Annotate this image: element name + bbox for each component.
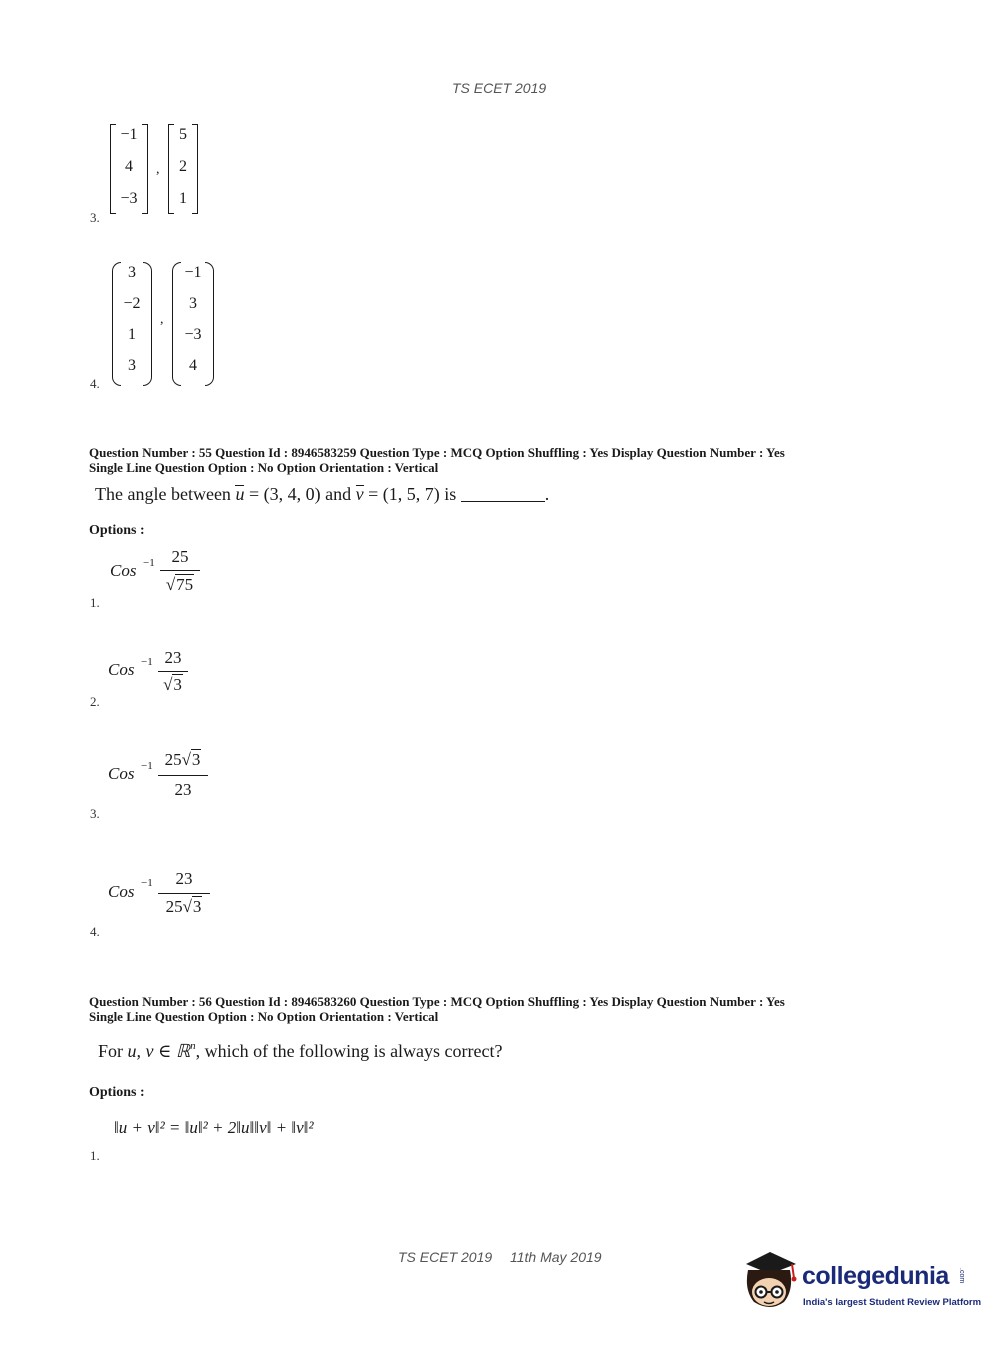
matrix-cell: 1 xyxy=(179,190,187,207)
matrix-cell: −2 xyxy=(123,295,141,312)
matrix-1 xyxy=(110,124,148,212)
mascot-icon xyxy=(740,1250,800,1314)
matrix-2 xyxy=(168,124,198,212)
fraction-numerator: 23 xyxy=(175,869,193,888)
option-number: 4. xyxy=(90,924,100,939)
matrix-cell: 1 xyxy=(128,326,136,343)
cos-function: Cos xyxy=(108,764,135,783)
exponent: −1 xyxy=(141,877,153,889)
matrix-cell: 3 xyxy=(189,295,197,312)
q55-meta-line-1: Question Number : 55 Question Id : 8946583259 Question Type : MCQ Option Shuffling : Yes Display Question Number : Yes xyxy=(89,445,785,460)
exponent: −1 xyxy=(141,656,153,668)
q55-option-2 xyxy=(88,646,228,716)
matrix-cell: 5 xyxy=(179,126,187,143)
matrix-2 xyxy=(172,262,214,384)
q55-option-1 xyxy=(88,545,228,615)
matrix-cell: 3 xyxy=(128,357,136,374)
fraction-denominator: √3 xyxy=(163,675,182,694)
q56-text-pre: For xyxy=(98,1041,124,1061)
option-number: 2. xyxy=(90,694,100,709)
q55-meta-line-2: Single Line Question Option : No Option Orientation : Vertical xyxy=(89,460,439,475)
fraction-bar xyxy=(158,671,188,672)
option-number: 3. xyxy=(90,210,100,225)
option-number: 4. xyxy=(90,376,100,391)
cos-function: Cos xyxy=(110,561,137,580)
fraction-bar xyxy=(158,893,210,894)
footer-exam: TS ECET 2019 xyxy=(398,1249,493,1265)
logo-tagline: India's largest Student Review Platform xyxy=(803,1297,982,1308)
v-vector-symbol: v xyxy=(355,484,364,504)
prev-option-3 xyxy=(88,118,228,228)
matrix-cell: −3 xyxy=(184,326,202,343)
q56-text-post: , which of the following is always correct? xyxy=(195,1041,503,1061)
footer-date: 11th May 2019 xyxy=(510,1249,602,1265)
matrix-cell: 4 xyxy=(125,158,133,175)
q56-meta-line-1: Question Number : 56 Question Id : 8946583260 Question Type : MCQ Option Shuffling : Yes Display Question Number : Yes xyxy=(89,994,785,1009)
matrix-separator: , xyxy=(156,162,160,177)
q56-meta-line-2: Single Line Question Option : No Option Orientation : Vertical xyxy=(89,1009,439,1024)
option-number: 3. xyxy=(90,806,100,821)
q55-options-label: Options : xyxy=(89,523,145,538)
prev-option-4 xyxy=(88,258,248,398)
q55-option-3 xyxy=(88,746,248,826)
fraction-denominator: 25√3 xyxy=(165,897,202,916)
q56-option-1 xyxy=(88,1110,408,1170)
q56-options-label: Options : xyxy=(89,1085,145,1100)
fraction-denominator: √75 xyxy=(165,575,194,594)
answer-blank xyxy=(461,487,545,502)
logo-wordmark: collegedunia xyxy=(802,1262,949,1290)
matrix-cell: 4 xyxy=(189,357,197,374)
exponent: −1 xyxy=(143,557,155,569)
v-vector-value: = (1, 5, 7) xyxy=(368,484,440,504)
matrix-cell: −3 xyxy=(120,190,138,207)
exponent: −1 xyxy=(141,760,153,772)
fraction-bar xyxy=(160,570,200,571)
fraction-numerator: 25√3 xyxy=(164,750,201,769)
q55-text-pre: The angle between xyxy=(95,484,231,504)
option-number: 1. xyxy=(90,1148,100,1163)
u-vector-symbol: u xyxy=(235,484,245,504)
cos-function: Cos xyxy=(108,660,135,679)
q55-end: . xyxy=(544,484,550,504)
cos-function: Cos xyxy=(108,882,135,901)
norm-identity-formula: ‖u + v‖² = ‖u‖² + 2‖u‖‖v‖ + ‖v‖² xyxy=(114,1118,314,1137)
page-header: TS ECET 2019 xyxy=(452,80,547,96)
q56-question-text xyxy=(98,1041,503,1062)
q56-dimension-exponent: n xyxy=(190,1040,196,1052)
matrix-cell: 3 xyxy=(128,264,136,281)
q55-option-4 xyxy=(88,866,248,946)
fraction-numerator: 25 xyxy=(171,547,189,566)
q55-is: is xyxy=(444,484,457,504)
matrix-separator: , xyxy=(160,312,164,327)
logo-suffix: .com xyxy=(958,1268,965,1284)
fraction-numerator: 23 xyxy=(164,648,182,667)
collegedunia-logo[interactable] xyxy=(740,1250,982,1320)
fraction-denominator: 23 xyxy=(174,780,192,799)
option-number: 1. xyxy=(90,595,100,610)
fraction-bar xyxy=(158,775,208,776)
matrix-cell: −1 xyxy=(120,126,138,143)
matrix-cell: 2 xyxy=(179,158,187,175)
u-vector-value: = (3, 4, 0) xyxy=(248,484,321,504)
matrix-1 xyxy=(112,262,152,384)
q56-vector-vars: u, v ∈ ℝ xyxy=(127,1041,191,1061)
q55-question-text xyxy=(95,484,549,505)
q55-and: and xyxy=(325,484,352,504)
matrix-cell: −1 xyxy=(184,264,202,281)
